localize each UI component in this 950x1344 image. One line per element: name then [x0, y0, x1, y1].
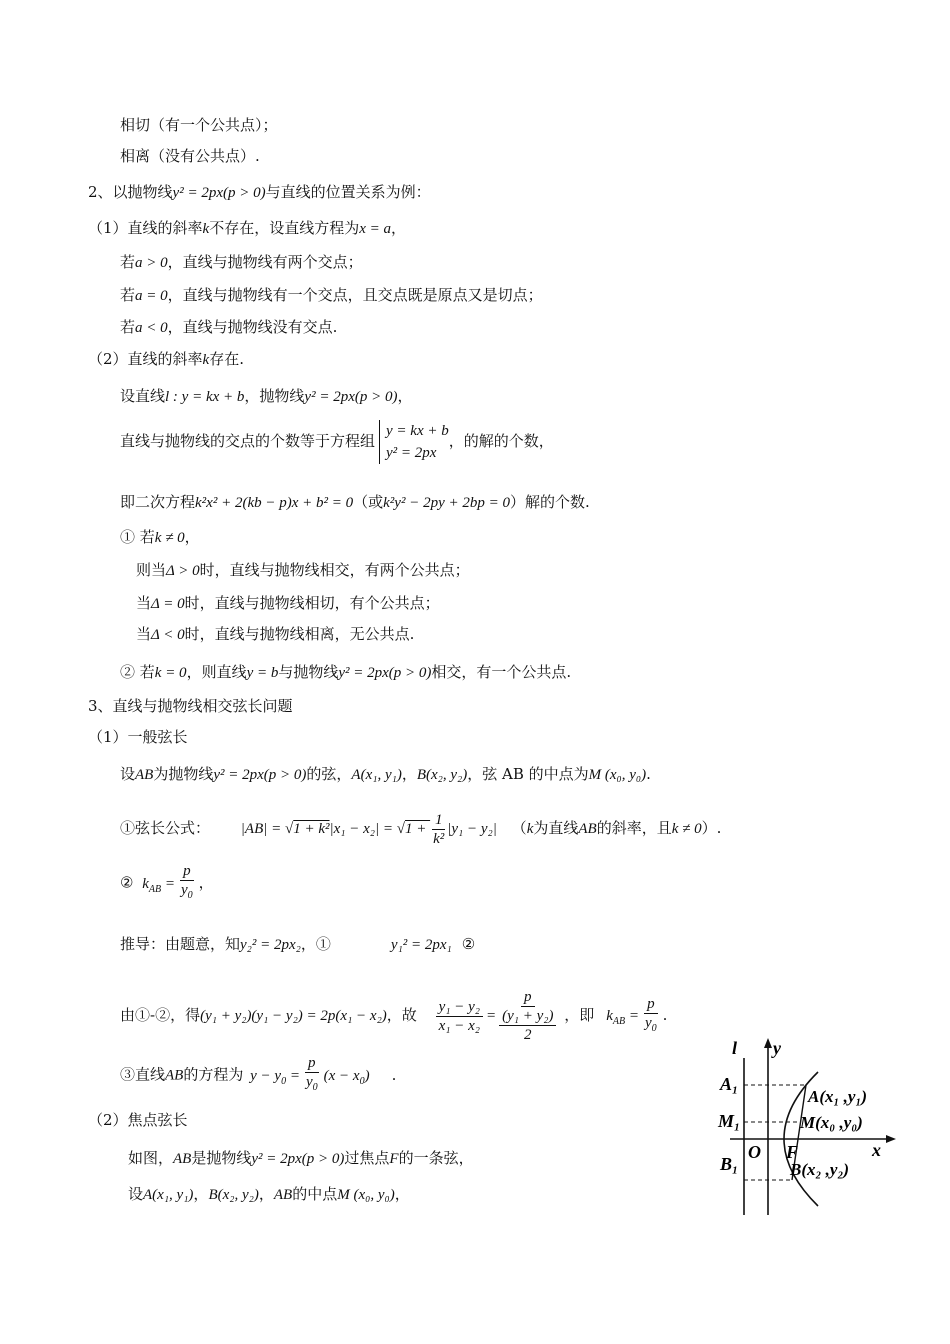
section-2-heading: 2、以抛物线y² = 2px(p > 0)与直线的位置关系为例：	[88, 183, 431, 201]
label-A1: A₁	[720, 1074, 739, 1094]
section-3-heading: 3、直线与抛物线相交弦长问题	[88, 697, 293, 715]
parabola-figure	[710, 1030, 905, 1225]
label-x: x	[872, 1140, 881, 1160]
x-axis-arrow	[886, 1135, 896, 1143]
label-l: l	[732, 1038, 738, 1058]
part-1-heading: （1）直线的斜率k不存在，设直线方程为x = a，	[88, 219, 407, 237]
quadratic-line: 即二次方程k²x² + 2(kb − p)x + b² = 0（或k²y² − 2py + 2bp = 0）解的个数.	[120, 493, 590, 511]
label-B: B(x₂ ,y₂)	[790, 1160, 850, 1179]
delta-negative: 当Δ < 0时，直线与抛物线相离，无公共点.	[136, 625, 415, 643]
focal-points: 设A(x₁, y₁)，B(x₂, y₂)，AB的中点M (x₀, y₀)，	[128, 1185, 410, 1203]
case-a-negative: 若a < 0，直线与抛物线没有交点.	[120, 318, 338, 336]
general-chord-heading: （1）一般弦长	[88, 728, 188, 746]
chord-setup: 设AB为抛物线y² = 2px(p > 0)的弦，A(x₁, y₁)，B(x₂, y₂)，弦 AB 的中点为M (x₀, y₀).	[120, 765, 651, 783]
subtraction-line: 由①-②，得(y₁ + y₂)(y₁ − y₂) = 2p(x₁ − x₂)，故 $\frac{\text{y₁ − y₂}}{\text{x₁ − x₂}}$ = p (y₁ + y₂) 2 ，即 $k_{AB}$ = $\frac{p}{y_0}$ .	[120, 989, 668, 1043]
delta-zero: 当Δ = 0时，直线与抛物线相切，有个公共点；	[136, 594, 440, 612]
label-M1: M₁	[718, 1111, 741, 1131]
case-k-zero: ② 若k = 0，则直线y = b与抛物线y² = 2px(p > 0)相交，有一个公共点.	[120, 663, 572, 681]
delta-positive: 则当Δ > 0时，直线与抛物线相交，有两个公共点；	[136, 561, 470, 579]
chord-length-formula: ①弦长公式： |AB| = √1 + k²|x₁ − x₂| = √1 + $\frac{1}{\text{k²}}$ |y₁ − y₂| （k为直线AB的斜率，且k ≠ 0）.	[120, 811, 722, 847]
line-setup: 设直线l : y = kx + b，抛物线y² = 2px(p > 0)，	[120, 387, 413, 405]
focal-setup: 如图，AB是抛物线y² = 2px(p > 0)过焦点F的一条弦，	[128, 1149, 474, 1167]
case-a-positive: 若a > 0，直线与抛物线有两个交点；	[120, 253, 363, 271]
equation-system: y = kx + b y² = 2px	[379, 420, 449, 464]
label-O: O	[748, 1142, 761, 1162]
system-line: 直线与抛物线的交点的个数等于方程组 y = kx + b y² = 2px ，的解的个数，	[120, 420, 554, 464]
label-A: A(x₁ ,y₁)	[808, 1087, 868, 1106]
label-y: y	[773, 1038, 781, 1058]
case-k-nonzero: ① 若k ≠ 0，	[120, 528, 200, 546]
derivation-line: 推导：由题意，知y₂² = 2px₂，① y₁² = 2px₁ ②	[120, 935, 476, 953]
part-2-heading: （2）直线的斜率k存在.	[88, 350, 244, 368]
slope-formula: ② $k_{AB}$ = $\frac{p}{y_0}$ ，	[120, 863, 214, 901]
label-B1: B₁	[720, 1154, 739, 1174]
text-tangent: 相切（有一个公共点）；	[120, 116, 278, 134]
case-a-zero: 若a = 0，直线与抛物线有一个交点，且交点既是原点又是切点；	[120, 286, 543, 304]
label-F: F	[786, 1142, 799, 1162]
label-M: M(x₀ ,y₀)	[800, 1113, 863, 1132]
text-separate: 相离（没有公共点）.	[120, 147, 260, 165]
ab-line-equation: ③直线AB的方程为 $y - y_0$ = $\frac{p}{y_0}$ $(x - x_0)$ .	[120, 1055, 397, 1093]
focal-chord-heading: （2）焦点弦长	[88, 1111, 188, 1129]
y-axis-arrow	[764, 1038, 772, 1048]
